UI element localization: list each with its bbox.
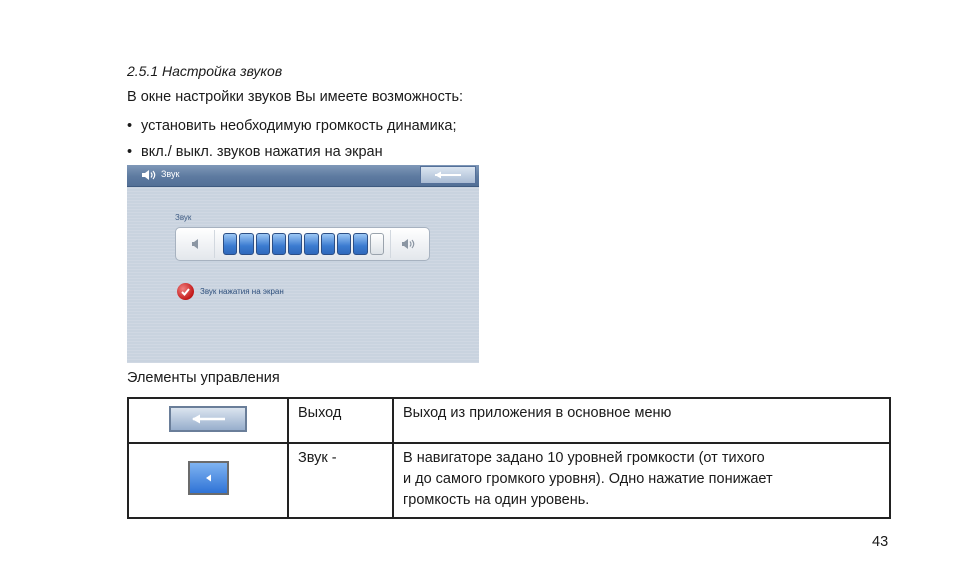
table-cell-name: Звук - — [288, 443, 393, 518]
table-row — [128, 443, 890, 518]
bullet-icon: • — [127, 144, 133, 160]
controls-heading: Элементы управления — [127, 370, 280, 386]
table-cell-name: Выход — [288, 398, 393, 443]
volume-down-icon — [188, 461, 229, 495]
volume-down-button[interactable] — [178, 230, 215, 258]
bullet-item: • вкл./ выкл. звуков нажатия на экран — [127, 144, 383, 160]
volume-level-segment[interactable] — [370, 233, 384, 255]
speaker-low-icon — [190, 238, 202, 250]
page-number: 43 — [872, 534, 889, 550]
window-title-bar — [127, 165, 479, 187]
section-heading: 2.5.1 Настройка звуков — [127, 63, 283, 79]
table-row — [128, 398, 890, 443]
table-cell-icon — [128, 443, 288, 518]
checkmark-icon[interactable] — [177, 283, 194, 300]
volume-levels — [223, 233, 384, 255]
volume-level-segment[interactable] — [223, 233, 237, 255]
volume-slider[interactable] — [175, 227, 430, 261]
description-line: В навигаторе задано 10 уровней громкости (от тихого — [403, 450, 765, 466]
sound-settings-screenshot — [127, 165, 479, 363]
bullet-icon: • — [127, 118, 133, 134]
back-arrow-icon — [421, 167, 475, 183]
volume-level-segment[interactable] — [288, 233, 302, 255]
volume-label: Звук — [175, 213, 192, 222]
volume-level-segment[interactable] — [239, 233, 253, 255]
volume-up-button[interactable] — [390, 230, 427, 258]
description-line: громкость на один уровень. — [403, 492, 590, 508]
volume-level-segment[interactable] — [353, 233, 367, 255]
volume-level-segment[interactable] — [304, 233, 318, 255]
volume-level-segment[interactable] — [272, 233, 286, 255]
bullet-item: • установить необходимую громкость динамика; — [127, 118, 457, 134]
table-cell-description: Выход из приложения в основное меню — [393, 398, 890, 443]
tap-sound-label: Звук нажатия на экран — [200, 287, 284, 296]
volume-level-segment[interactable] — [256, 233, 270, 255]
description-line: и до самого громкого уровня). Одно нажатие понижает — [403, 471, 773, 487]
window-title: Звук — [161, 169, 180, 179]
intro-text: В окне настройки звуков Вы имеете возможность: — [127, 89, 464, 105]
table-cell-icon — [128, 398, 288, 443]
table-cell-description — [393, 443, 890, 518]
back-arrow-icon — [169, 406, 247, 432]
volume-level-segment[interactable] — [337, 233, 351, 255]
tap-sound-toggle[interactable] — [177, 283, 284, 300]
speaker-icon — [140, 168, 158, 187]
volume-level-segment[interactable] — [321, 233, 335, 255]
controls-table — [127, 397, 891, 519]
speaker-high-icon — [401, 238, 417, 250]
back-button[interactable] — [420, 166, 476, 184]
